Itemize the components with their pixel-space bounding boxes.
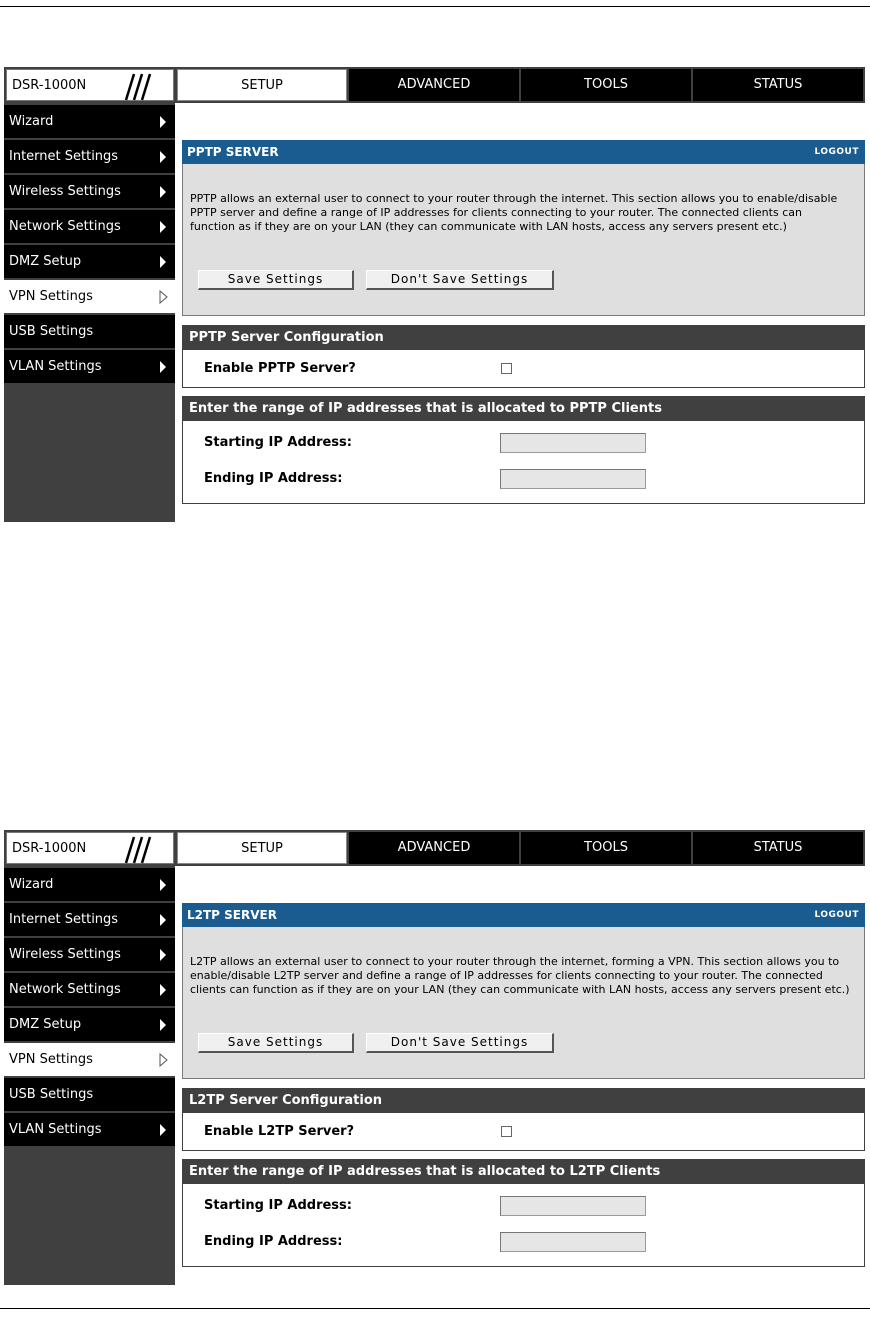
main-content [177,866,865,1285]
arrow-right-icon [160,151,166,163]
sidebar [4,866,175,1285]
tab-advanced[interactable]: ADVANCED [349,69,519,101]
arrow-right-icon [160,256,166,268]
page-description: L2TP allows an external user to connect to your router through the internet, forming a VPN. This section allows you to enable/disable L2TP server and define a range of IP addresses for clients connecting to your router. The connected clients can function as if they are on your LAN (they can communicate with LAN hosts, access any servers present etc.) [190,955,850,996]
sidebar-item-label: Wireless Settings [9,947,121,962]
tab-status[interactable]: STATUS [693,69,863,101]
ending-ip-input[interactable] [500,469,646,489]
sidebar-item-usb-settings[interactable] [4,1078,175,1111]
sidebar-item-wizard[interactable] [4,105,175,138]
sidebar-item-dmz-setup[interactable] [4,1008,175,1041]
sidebar-item-label: Wizard [9,877,54,892]
model-badge [6,832,174,864]
pptp-screen [4,67,865,522]
starting-ip-input[interactable] [500,433,646,453]
enable-server-checkbox[interactable] [501,363,512,374]
arrow-right-icon [160,116,166,128]
ip-range-section-heading: Enter the range of IP addresses that is allocated to L2TP Clients [182,1159,865,1184]
dont-save-settings-button[interactable]: Don't Save Settings [366,1033,554,1053]
sidebar-item-network-settings[interactable] [4,210,175,243]
sidebar-item-label: VLAN Settings [9,359,102,374]
model-name: DSR-1000N [12,841,87,856]
sidebar-item-label: USB Settings [9,324,94,339]
tab-advanced[interactable]: ADVANCED [349,832,519,864]
sidebar-item-label: Internet Settings [9,912,119,927]
starting-ip-input[interactable] [500,1196,646,1216]
ending-ip-label: Ending IP Address: [204,1234,343,1249]
starting-ip-label: Starting IP Address: [204,1198,352,1213]
tab-tools[interactable]: TOOLS [521,832,691,864]
config-section-body [182,350,865,388]
dont-save-settings-button[interactable]: Don't Save Settings [366,270,554,290]
sidebar-item-label: USB Settings [9,1087,94,1102]
starting-ip-label: Starting IP Address: [204,435,352,450]
arrow-right-icon [160,914,166,926]
sidebar-item-vpn-settings[interactable] [4,1043,175,1076]
sidebar-item-vlan-settings[interactable] [4,1113,175,1146]
save-settings-button[interactable]: Save Settings [198,1033,354,1053]
model-name: DSR-1000N [12,78,87,93]
model-badge [6,69,174,101]
arrow-right-icon [160,879,166,891]
dlink-slashes-icon [114,835,154,865]
save-settings-button[interactable]: Save Settings [198,270,354,290]
ip-range-section-heading: Enter the range of IP addresses that is allocated to PPTP Clients [182,396,865,421]
sidebar-item-usb-settings[interactable] [4,315,175,348]
page-title: PPTP SERVER [187,145,279,159]
enable-server-label: Enable PPTP Server? [204,361,356,376]
logout-link[interactable]: LOGOUT [814,910,859,920]
config-section-heading: L2TP Server Configuration [182,1088,865,1113]
description-box [182,164,865,316]
sidebar-item-dmz-setup[interactable] [4,245,175,278]
ending-ip-label: Ending IP Address: [204,471,343,486]
ip-range-section-body [182,1184,865,1267]
enable-server-checkbox[interactable] [501,1126,512,1137]
bottom-rule [0,1308,870,1309]
sidebar-item-label: Network Settings [9,982,121,997]
page-header [182,903,865,927]
arrow-right-outline-icon [159,1053,168,1067]
sidebar-item-wireless-settings[interactable] [4,938,175,971]
sidebar-item-vlan-settings[interactable] [4,350,175,383]
ip-range-section-body [182,421,865,504]
sidebar-item-label: Network Settings [9,219,121,234]
enable-server-label: Enable L2TP Server? [204,1124,355,1139]
top-nav-bar [4,67,865,103]
sidebar-item-internet-settings[interactable] [4,140,175,173]
main-content [177,103,865,522]
sidebar-item-internet-settings[interactable] [4,903,175,936]
top-nav-bar [4,830,865,866]
sidebar-item-label: VLAN Settings [9,1122,102,1137]
config-section-heading: PPTP Server Configuration [182,325,865,350]
sidebar-item-label: VPN Settings [9,1052,93,1067]
arrow-right-icon [160,186,166,198]
sidebar-item-wizard[interactable] [4,868,175,901]
sidebar-item-label: Wireless Settings [9,184,121,199]
arrow-right-icon [160,984,166,996]
top-rule [0,6,870,7]
tab-status[interactable]: STATUS [693,832,863,864]
page-description: PPTP allows an external user to connect to your router through the internet. This section allows you to enable/disable PPTP server and define a range of IP addresses for clients connecting to your router. The connected clients can function as if they are on your LAN (they can communicate with LAN hosts, access any servers present etc.) [190,192,838,233]
sidebar-item-wireless-settings[interactable] [4,175,175,208]
arrow-right-icon [160,1124,166,1136]
sidebar-item-label: Internet Settings [9,149,119,164]
ending-ip-input[interactable] [500,1232,646,1252]
sidebar-item-label: Wizard [9,114,54,129]
sidebar-item-vpn-settings[interactable] [4,280,175,313]
arrow-right-icon [160,949,166,961]
arrow-right-icon [160,1019,166,1031]
tab-setup[interactable]: SETUP [177,832,347,864]
tab-setup[interactable]: SETUP [177,69,347,101]
logout-link[interactable]: LOGOUT [814,147,859,157]
arrow-right-icon [160,361,166,373]
l2tp-screen [4,830,865,1285]
tab-tools[interactable]: TOOLS [521,69,691,101]
description-box [182,927,865,1079]
arrow-right-icon [160,221,166,233]
sidebar-item-label: DMZ Setup [9,254,82,269]
page-header [182,140,865,164]
sidebar-item-label: DMZ Setup [9,1017,82,1032]
sidebar-item-network-settings[interactable] [4,973,175,1006]
config-section-body [182,1113,865,1151]
sidebar [4,103,175,522]
dlink-slashes-icon [114,72,154,102]
page-title: L2TP SERVER [187,908,277,922]
arrow-right-outline-icon [159,290,168,304]
sidebar-item-label: VPN Settings [9,289,93,304]
